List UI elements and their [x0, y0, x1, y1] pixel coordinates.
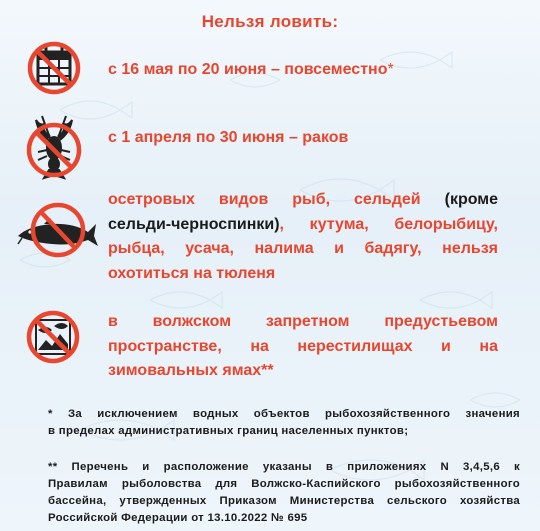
page-title: Нельзя ловить:	[201, 12, 339, 31]
rule-4-line-1: в волжском запретном предустьевом	[108, 313, 498, 330]
footnote-2: ** Перечень и расположение указаны в приложениях N 3,4,5,6 к Правилам рыболовства для Волжско-Каспийского рыбохозяйственного бассейна, утвержденных Приказом Министерства сельского хозяйства Российской Федерации от 13.10.2022 № 695	[48, 461, 520, 524]
rule-3-line-4: охотиться на тюленя	[108, 264, 276, 282]
rule-4-line-3: зимовальных ямах**	[108, 362, 274, 379]
spawning-ground-prohibited-icon	[22, 306, 84, 368]
calendar-prohibited-icon	[24, 38, 84, 98]
rule-1-text: с 16 мая по 20 июня – повсеместно*	[108, 61, 394, 78]
rule-4-line-2: пространстве, на нерестилищах и на	[108, 337, 498, 355]
crayfish-prohibited-icon	[24, 112, 84, 184]
rule-3-line-1: осетровых видов рыб, сельдей (кроме	[108, 191, 499, 208]
sturgeon-prohibited-icon	[14, 198, 98, 262]
rule-3-line-3: рыбца, усача, налима и бадягу, нельзя	[108, 240, 498, 257]
rule-3-line-2: сельди-черноспинки), кутума, белорыбицу,	[108, 215, 498, 233]
rule-3-text	[108, 188, 498, 286]
rule-4-text	[108, 310, 498, 384]
footnote-1: * За исключением водных объектов рыбохозяйственного значения в пределах административных границ населенных пунктов;	[48, 408, 520, 437]
rule-2-text: с 1 апреля по 30 июня – раков	[108, 129, 349, 146]
